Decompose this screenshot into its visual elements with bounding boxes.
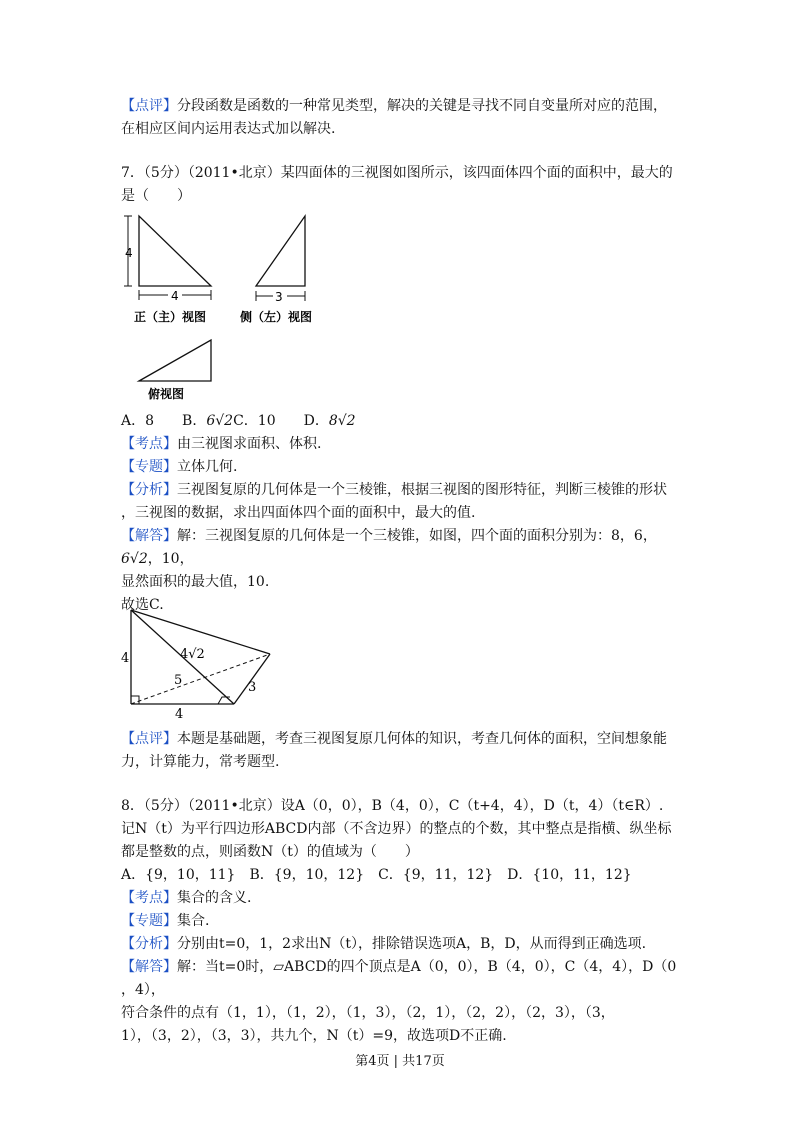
dianping-text: 本题是基础题，考查三视图复原几何体的知识，考查几何体的面积，空间想象能 bbox=[177, 731, 667, 747]
dianping-line-1 bbox=[121, 96, 667, 116]
front-view-label: 正（主）视图 bbox=[134, 310, 207, 324]
q7-jieda-line-1 bbox=[121, 526, 657, 546]
front-width-label: 4 bbox=[171, 289, 179, 303]
page-footer: 第4页 | 共17页 bbox=[355, 1054, 445, 1069]
solid-label-diag: 4√2 bbox=[180, 647, 205, 662]
q8-options: A．{9，10，11} B．{9，10，12} C．{9，11，12} D．{10，11，12} bbox=[121, 867, 632, 883]
solid-label-left: 4 bbox=[121, 651, 130, 666]
jieda-tag: 【解答】 bbox=[121, 959, 177, 975]
q7-jieda-line-4: 故选C. bbox=[121, 597, 164, 613]
option-d-prefix: D． bbox=[303, 413, 329, 429]
jieda-radical: 6√2 bbox=[121, 551, 148, 567]
front-height-label: 4 bbox=[125, 246, 133, 260]
q8-kaodian bbox=[121, 888, 251, 908]
q8-jieda-line-4: 1），（3，2），（3，3），共九个，N（t）=9，故选项D不正确. bbox=[121, 1028, 507, 1044]
fenxi-tag: 【分析】 bbox=[121, 936, 177, 952]
q7-fenxi-line-2: ，三视图的数据，求出四面体四个面的面积中，最大的值. bbox=[121, 505, 476, 521]
q8-jieda-line-2: ，4）， bbox=[121, 982, 165, 998]
option-d-value: 8√2 bbox=[328, 413, 356, 429]
dianping-tag: 【点评】 bbox=[121, 98, 177, 114]
q8-stem-line-2: 记N（t）为平行四边形ABCD内部（不含边界）的整点的个数，其中整点是指横、纵坐标 bbox=[121, 821, 672, 837]
q7-jieda-line-3: 显然面积的最大值，10. bbox=[121, 574, 270, 590]
zhuanti-text: 集合. bbox=[177, 913, 210, 929]
dianping-tag: 【点评】 bbox=[121, 731, 177, 747]
q8-stem-line-1: 8．（5分）（2011•北京）设A（0，0），B（4，0），C（t+4，4），D（t，4）（t∈R）. bbox=[121, 798, 664, 814]
jieda-rest: ，10， bbox=[147, 551, 194, 567]
option-a: A．8 bbox=[121, 413, 155, 429]
q7-options bbox=[121, 411, 356, 431]
solid-label-dash: 5 bbox=[174, 673, 183, 688]
dianping-text: 分段函数是函数的一种常见类型，解决的关键是寻找不同自变量所对应的范围， bbox=[177, 98, 667, 114]
tetrahedron-figure bbox=[118, 606, 288, 721]
fenxi-text: 分别由t=0，1，2求出N（t），排除错误选项A，B，D，从而得到正确选项. bbox=[177, 936, 647, 952]
side-width-label: 3 bbox=[275, 290, 283, 304]
jieda-tag: 【解答】 bbox=[121, 528, 177, 544]
three-views-figure bbox=[118, 208, 338, 403]
option-c: C．10 bbox=[233, 413, 276, 429]
fenxi-text: 三视图复原的几何体是一个三棱锥，根据三视图的图形特征，判断三棱锥的形状 bbox=[177, 482, 667, 498]
q8-stem-line-3: 都是整数的点，则函数N（t）的值域为（ ） bbox=[121, 844, 419, 860]
side-view-triangle bbox=[256, 216, 305, 286]
q7-fenxi-line-1 bbox=[121, 480, 667, 500]
jieda-text: 解：当t=0时，▱ABCD的四个顶点是A（0，0），B（4，0），C（4，4），D（0 bbox=[177, 959, 677, 975]
kaodian-text: 集合的含义. bbox=[177, 890, 252, 906]
jieda-text: 解：三视图复原的几何体是一个三棱锥，如图，四个面的面积分别为：8，6， bbox=[177, 528, 657, 544]
zhuanti-tag: 【专题】 bbox=[121, 913, 177, 929]
q8-jieda-line-3: 符合条件的点有（1，1），（1，2），（1，3），（2，1），（2，2），（2，3），（3， bbox=[121, 1005, 615, 1021]
fenxi-tag: 【分析】 bbox=[121, 482, 177, 498]
option-b-prefix: B． bbox=[182, 413, 207, 429]
q8-fenxi bbox=[121, 934, 646, 954]
zhuanti-text: 立体几何. bbox=[177, 459, 238, 475]
q8-zhuanti bbox=[121, 911, 209, 931]
option-b-value: 6√2 bbox=[206, 413, 234, 429]
dianping-line-2: 在相应区间内运用表达式加以解决. bbox=[121, 121, 336, 137]
zhuanti-tag: 【专题】 bbox=[121, 459, 177, 475]
top-view-label: 俯视图 bbox=[148, 387, 185, 401]
q7-kaodian bbox=[121, 434, 321, 454]
solid-label-right: 3 bbox=[248, 680, 257, 695]
front-view-triangle bbox=[139, 216, 211, 286]
kaodian-tag: 【考点】 bbox=[121, 890, 177, 906]
top-view-triangle bbox=[139, 340, 211, 381]
q7-jieda-line-2 bbox=[121, 549, 194, 569]
solid-label-bottom: 4 bbox=[175, 707, 184, 721]
kaodian-text: 由三视图求面积、体积. bbox=[177, 436, 322, 452]
q7-dianping-line-1 bbox=[121, 729, 667, 749]
q7-dianping-line-2: 力，计算能力，常考题型. bbox=[121, 754, 280, 770]
kaodian-tag: 【考点】 bbox=[121, 436, 177, 452]
q8-jieda-line-1 bbox=[121, 957, 676, 977]
side-view-label: 侧（左）视图 bbox=[240, 310, 313, 324]
q7-zhuanti bbox=[121, 457, 237, 477]
q7-stem-line-1: 7．（5分）（2011•北京）某四面体的三视图如图所示，该四面体四个面的面积中，最大的 bbox=[121, 165, 673, 181]
q7-stem-line-2: 是（ ） bbox=[121, 188, 191, 204]
